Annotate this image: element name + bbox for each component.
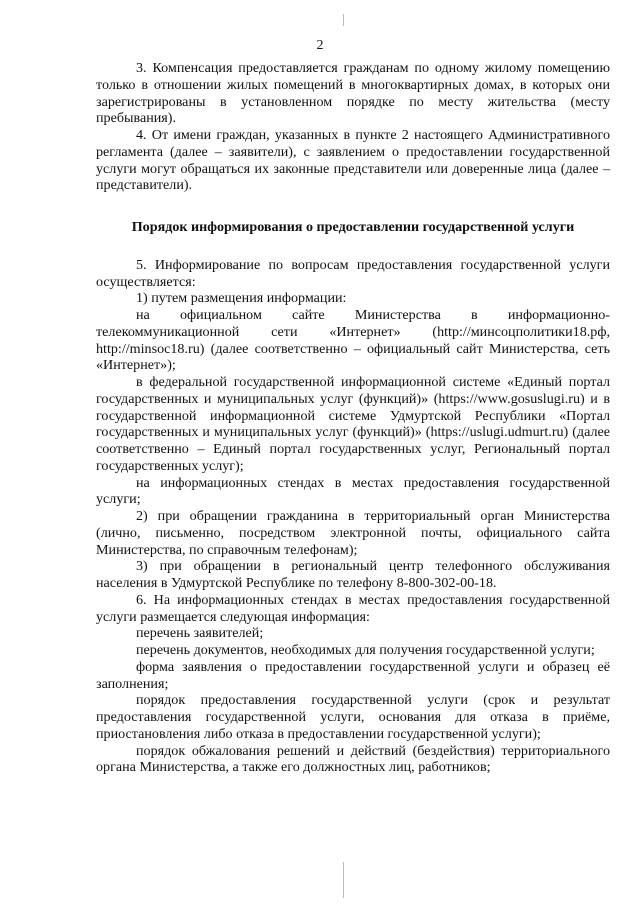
paragraph-6: 6. На информационных стендах в местах предоставления государственной услуги размещается следующая информация: <box>96 591 610 625</box>
list-item-1: 1) путем размещения информации: <box>136 290 347 307</box>
list-item-portal: в федеральной государственной информационной системе «Единый портал государственных и муниципальных услуг (функций)» (https://www.gosuslugi.ru) и в государственной информационной системе Удмуртской Республики «Портал государственных и муниципальных услуг (функций)» (https://uslugi.udmurt.ru) (далее соответственно – Единый портал государственных услуг, Региональный портал государственных услуг); <box>96 374 610 474</box>
list-item-applicants: перечень заявителей; <box>136 625 264 642</box>
paragraph-4: 4. От имени граждан, указанных в пункте 2 настоящего Административного регламента (далее – заявители), с заявлением о предоставлении государственной услуги могут обращаться их законные представители или доверенные лица (далее – представители). <box>96 127 610 194</box>
scan-artifact-line <box>343 862 344 898</box>
list-item-appeal: порядок обжалования решений и действий (бездействия) территориального органа Министерства, а также его должностных лиц, работников; <box>96 742 610 776</box>
list-item-2: 2) при обращении гражданина в территориальный орган Министерства (лично, письменно, посредством электронной почты, официального сайта Министерства, по справочным телефонам); <box>96 508 610 558</box>
document-body <box>96 60 610 776</box>
list-item-3: 3) при обращении в региональный центр телефонного обслуживания населения в Удмуртской Республике по телефону 8-800-302-00-18. <box>96 558 610 591</box>
paragraph-3: 3. Компенсация предоставляется гражданам по одному жилому помещению только в отношении жилых помещений в многоквартирных домах, в которых они зарегистрированы в установленном порядке по месту жительства (месту пребывания). <box>96 60 610 127</box>
section-heading: Порядок информирования о предоставлении государственной услуги <box>131 219 575 235</box>
list-item-stands: на информационных стендах в местах предоставления государственной услуги; <box>96 474 610 508</box>
list-item-procedure: порядок предоставления государственной услуги (срок и результат предоставления государственной услуги, основания для отказа в приёме, приостановления либо отказа в предоставлении государственной услуги); <box>96 692 610 742</box>
scan-artifact-line <box>343 14 344 26</box>
list-item-form: форма заявления о предоставлении государственной услуги и образец её заполнения; <box>96 658 610 692</box>
page-number: 2 <box>316 38 324 53</box>
paragraph-5: 5. Информирование по вопросам предоставления государственной услуги осуществляется: <box>96 256 610 290</box>
list-item-website: на официальном сайте Министерства в информационно-телекоммуникационной сети «Интернет» (http://минсоцполитики18.рф, http://minsoc18.ru) (далее соответственно – официальный сайт Министерства, сеть «Интернет»); <box>96 307 610 374</box>
list-item-documents: перечень документов, необходимых для получения государственной услуги; <box>136 642 595 658</box>
